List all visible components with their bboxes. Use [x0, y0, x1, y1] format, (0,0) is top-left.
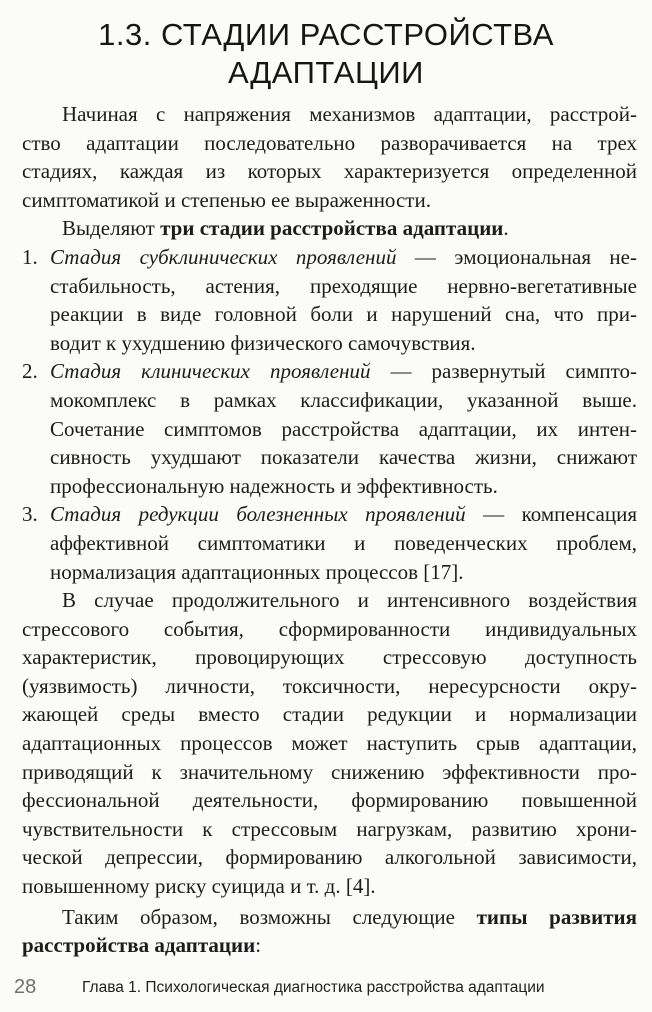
page-footer — [0, 976, 652, 1006]
bold-term: типы развития — [476, 904, 638, 929]
text-line: нормализация адаптационных процессов [17]. — [50, 559, 464, 584]
text-line: В случае продолжительного и интенсивного воздействия — [62, 588, 637, 613]
text-run: — эмоциональная не- — [396, 244, 637, 269]
text-line: приводящий к значительному снижению эффективности про- — [22, 759, 637, 784]
text-line: характеристик, провоцирующих стрессовую доступность — [22, 645, 637, 670]
text-run: — компенсация — [465, 502, 637, 527]
text-line: стрессового события, сформированности индивидуальных — [22, 616, 637, 641]
text-line: мокомплекс в рамках классификации, указанной выше. — [50, 387, 637, 412]
list-item — [22, 357, 637, 500]
page-number: 28 — [14, 976, 37, 998]
paragraph-types-lead — [22, 903, 637, 960]
stage-name: Стадия редукции болезненных проявлений — [50, 502, 466, 527]
text-run: . — [503, 216, 509, 241]
text-run: : — [255, 933, 262, 958]
text-line — [22, 243, 637, 272]
text-line — [22, 500, 637, 529]
text-line: Начиная с напряжения механизмов адаптации, расстрой- — [62, 102, 637, 126]
section-heading-line-1: 1.3. СТАДИИ РАССТРОЙСТВА — [98, 17, 554, 52]
text-line: водит к ухудшению физического самочувствия. — [50, 330, 476, 355]
body-text — [22, 100, 637, 960]
text-line — [22, 357, 637, 386]
section-heading-line-2: АДАПТАЦИИ — [228, 55, 424, 90]
paragraph-stages-lead — [22, 214, 637, 243]
list-number: 3. — [22, 502, 38, 527]
text-line: симптоматикой и степенью ее выраженности. — [22, 187, 431, 212]
text-line: профессиональную надежность и эффективность. — [50, 473, 498, 498]
text-line: повышенному риску суицида и т. д. [4]. — [22, 874, 376, 899]
stage-name: Стадия субклинических проявлений — [50, 244, 397, 269]
text-line: стадиях, каждая из которых характеризуется определенной — [22, 159, 637, 184]
text-line — [22, 214, 637, 243]
text-line: аффективной симптоматики и поведенческих проблем, — [50, 530, 637, 555]
list-number: 2. — [22, 359, 38, 384]
text-line: ческой депрессии, формированию алкогольной зависимости, — [22, 845, 637, 870]
paragraph-breakdown — [22, 586, 637, 901]
text-line: реакции в виде головной боли и нарушений сна, что при- — [50, 302, 637, 327]
paragraph-intro — [22, 100, 637, 214]
text-line: сивность ухудшают показатели качества жизни, снижают — [50, 445, 637, 470]
text-run: — развернутый симпто- — [370, 359, 637, 384]
list-item — [22, 500, 637, 586]
section-heading — [0, 16, 652, 92]
stage-name: Стадия клинических проявлений — [50, 359, 371, 384]
text-line: жающей среды вместо стадии редукции и нормализации — [22, 702, 637, 727]
bold-term: расстройства адаптации — [22, 933, 256, 958]
text-run: Выделяют — [62, 216, 161, 241]
text-line — [22, 903, 637, 932]
text-line: чувствительности к стрессовым нагрузкам, развитию хрони- — [22, 816, 637, 841]
text-line: ство адаптации последовательно разворачивается на трех — [22, 130, 637, 155]
text-line: стабильность, астения, преходящие нервно-вегетативные — [50, 273, 637, 298]
text-line — [22, 931, 637, 960]
list-number: 1. — [22, 244, 38, 269]
text-line: Сочетание симптомов расстройства адаптации, их интен- — [50, 416, 637, 441]
list-item — [22, 243, 637, 357]
running-title: Глава 1. Психологическая диагностика расстройства адаптации — [82, 979, 545, 996]
text-line: фессиональной деятельности, формированию повышенной — [22, 788, 637, 813]
text-line: адаптационных процессов может наступить срыв адаптации, — [22, 731, 637, 756]
bold-term: три стадии расстройства адаптации — [160, 216, 504, 241]
text-line: (уязвимость) личности, токсичности, нересурсности окру- — [22, 673, 637, 698]
text-run: Таким образом, возможны следующие — [62, 904, 477, 929]
